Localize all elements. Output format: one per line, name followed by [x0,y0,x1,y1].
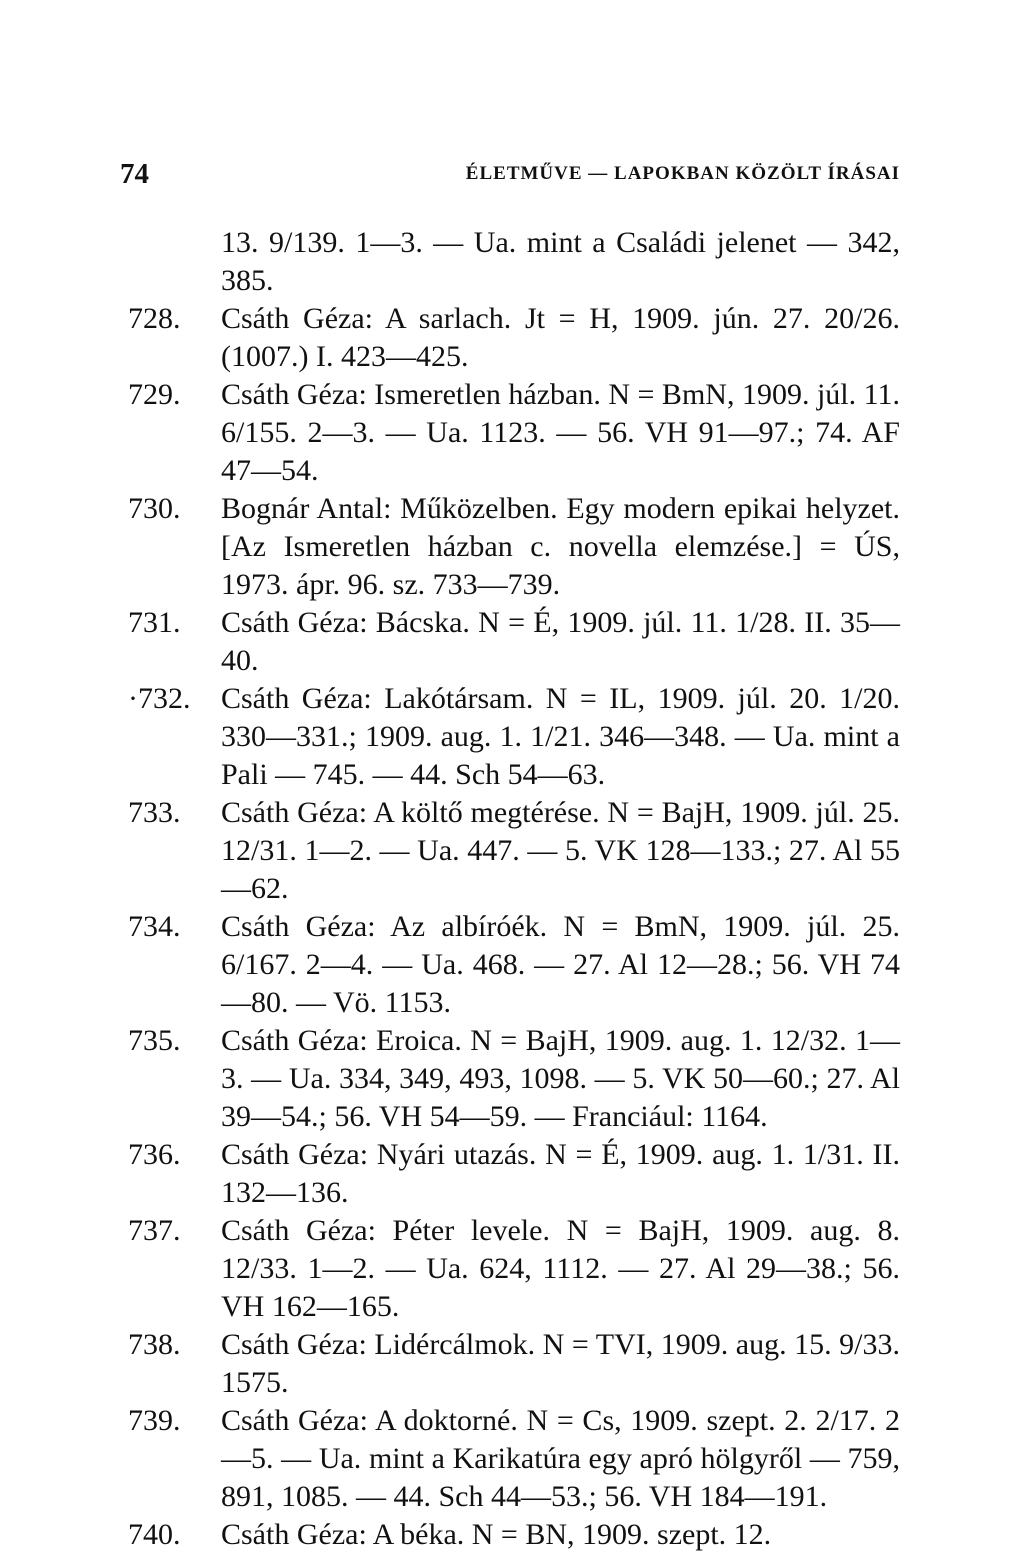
entry-number: ·732. [128,682,191,715]
entry-737 [128,1212,900,1326]
entry-739 [128,1402,900,1516]
entry-text: Csáth Géza: Bácska. N = É, 1909. júl. 11. 1/28. II. 35—40. [221,606,900,677]
entry-text: Csáth Géza: Lidércálmok. N = TVI, 1909. aug. 15. 9/33. 1575. [221,1328,900,1399]
page-header [120,158,900,198]
entry-number: 730. [128,492,181,525]
entry-730 [128,490,900,604]
entry-734 [128,908,900,1022]
entry-text: Csáth Géza: A doktorné. N = Cs, 1909. szept. 2. 2/17. 2—5. — Ua. mint a Karikatúra egy apró hölgyről — 759, 891, 1085. — 44. Sch 44—53.; 56. VH 184—191. [221,1404,900,1513]
entry-number: 731. [128,606,181,639]
entry-number: 740. [128,1518,181,1551]
entry-number: 739. [128,1404,181,1437]
entry-text: Csáth Géza: Eroica. N = BajH, 1909. aug. 1. 12/32. 1—3. — Ua. 334, 349, 493, 1098. — 5. VK 50—60.; 27. Al 39—54.; 56. VH 54—59. — Franciául: 1164. [221,1024,900,1133]
entry-text: Bognár Antal: Műközelben. Egy modern epikai helyzet. [Az Ismeretlen házban c. novella elemzése.] = ÚS, 1973. ápr. 96. sz. 733—739. [221,492,900,601]
entry-number: 728. [128,302,181,335]
entry-text: Csáth Géza: A költő megtérése. N = BajH, 1909. júl. 25. 12/31. 1—2. — Ua. 447. — 5. VK 128—133.; 27. Al 55—62. [221,796,900,905]
entry-738 [128,1326,900,1402]
running-head: ÉLETMŰVE — LAPOKBAN KÖZÖLT ÍRÁSAI [465,163,900,184]
entry-number: 735. [128,1024,181,1057]
entry-number: 734. [128,910,181,943]
entry-number: 737. [128,1214,181,1247]
entry-729 [128,376,900,490]
entry-728 [128,300,900,376]
entry-number: 738. [128,1328,181,1361]
entry-continuation [128,224,900,300]
entry-text: Csáth Géza: Az albíróék. N = BmN, 1909. júl. 25. 6/167. 2—4. — Ua. 468. — 27. Al 12—28.; 56. VH 74—80. — Vö. 1153. [221,910,900,1019]
entry-text: Csáth Géza: Péter levele. N = BajH, 1909. aug. 8. 12/33. 1—2. — Ua. 624, 1112. — 27. Al 29—38.; 56. VH 162—165. [221,1214,900,1323]
entry-text: Csáth Géza: Ismeretlen házban. N = BmN, 1909. júl. 11. 6/155. 2—3. — Ua. 1123. — 56. VH 91—97.; 74. AF 47—54. [221,378,900,487]
page-number: 74 [120,158,149,190]
entry-733 [128,794,900,908]
entry-number: 736. [128,1138,181,1171]
entry-text: Csáth Géza: Lakótársam. N = IL, 1909. júl. 20. 1/20. 330—331.; 1909. aug. 1. 1/21. 346—348. — Ua. mint a Pali — 745. — 44. Sch 54—63. [221,682,900,791]
entry-731 [128,604,900,680]
entry-740 [128,1516,900,1554]
bibliography-list [128,224,900,1554]
entry-text: Csáth Géza: A béka. N = BN, 1909. szept. 12. [221,1518,772,1551]
entry-732 [128,680,900,794]
entry-text: 13. 9/139. 1—3. — Ua. mint a Családi jelenet — 342, 385. [221,226,900,297]
entry-number: 733. [128,796,181,829]
entry-text: Csáth Géza: Nyári utazás. N = É, 1909. aug. 1. 1/31. II. 132—136. [221,1138,900,1209]
entry-text: Csáth Géza: A sarlach. Jt = H, 1909. jún. 27. 20/26. (1007.) I. 423—425. [221,302,900,373]
entry-736 [128,1136,900,1212]
entry-number: 729. [128,378,181,411]
entry-735 [128,1022,900,1136]
